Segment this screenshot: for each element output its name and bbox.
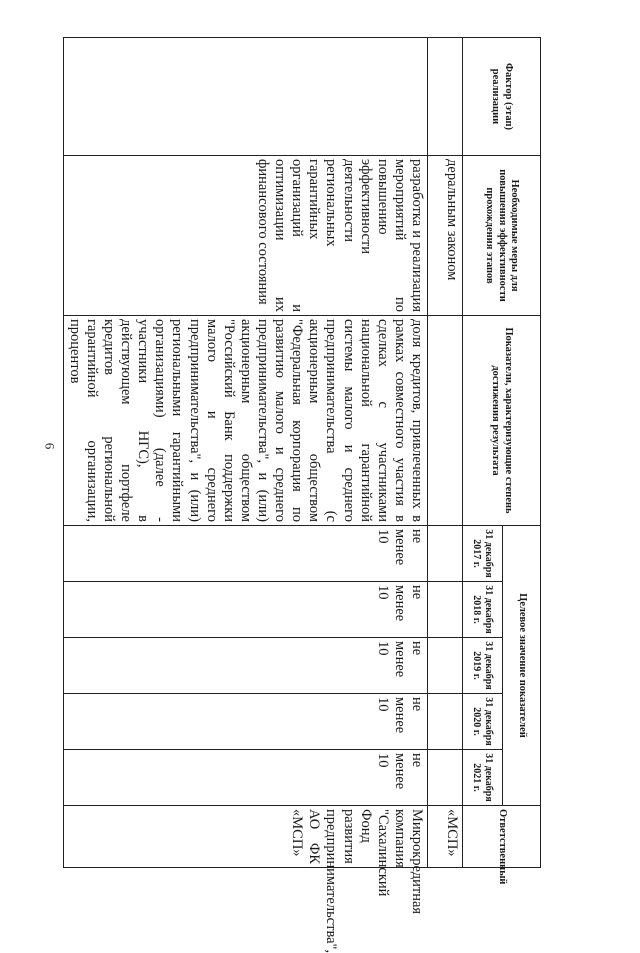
header-responsible: Ответственный <box>463 806 541 868</box>
year-2017: 31 декабря 2017 г. <box>463 526 503 582</box>
header-target: Целевое значение показателей <box>503 526 541 806</box>
row1-indicators <box>428 316 463 526</box>
row1-val-2017 <box>428 526 463 582</box>
row2-val-2019: не менее 10 <box>63 638 427 694</box>
row1-val-2020 <box>428 694 463 750</box>
year-2018: 31 декабря 2018 г. <box>463 582 503 638</box>
row1-measures: деральным законом <box>428 156 463 316</box>
row1-responsible: «МСП» <box>428 806 463 868</box>
year-2019: 31 декабря 2019 г. <box>463 638 503 694</box>
row2-val-2017: не менее 10 <box>63 526 427 582</box>
page-number: 6 <box>42 442 58 450</box>
row1-val-2019 <box>428 638 463 694</box>
row2-indicators: доля кредитов, привлеченных в рамках совместного участия в сделках с участниками национальной гарантийной системы малого и среднего предпринимательства (с акционерным обществом "Федеральная корпорация по развитию малого и среднего предпринимательства", и (или) акционерным обществом "Российский Банк поддержки малого и среднего предпринимательства", и (или) региональными гарантийными организациями) (далее - участники НГС), в действующем портфеле кредитов региональной гарантийной организации, процентов <box>63 316 427 526</box>
year-2020: 31 декабря 2020 г. <box>463 694 503 750</box>
header-factor: Фактор (этап) реализации <box>463 38 541 156</box>
row2-val-2020: не менее 10 <box>63 694 427 750</box>
year-2021: 31 декабря 2021 г. <box>463 750 503 806</box>
header-indicators: Показатели, характеризующие степень достижения результата <box>463 316 541 526</box>
row2-measures: разработка и реализация мероприятий по повышению эффективности деятельности региональных гарантийных организаций и оптимизации их финансового состояния <box>63 156 427 316</box>
row2-responsible: Микрокредитная компания "Сахалинский Фонд развития предпринимательства", АО ФК «МСП» <box>63 806 427 868</box>
measures-table <box>63 37 541 953</box>
row1-val-2018 <box>428 582 463 638</box>
row1-factor <box>428 38 463 156</box>
row2-val-2018: не менее 10 <box>63 582 427 638</box>
header-measures: Необходимые меры для повышения эффективности прохождения этапов <box>463 156 541 316</box>
row1-val-2021 <box>428 750 463 806</box>
table-row <box>63 38 427 868</box>
table-row <box>428 38 463 868</box>
row2-factor <box>63 38 427 156</box>
rotated-table-container <box>66 37 541 953</box>
row2-val-2021: не менее 10 <box>63 750 427 806</box>
